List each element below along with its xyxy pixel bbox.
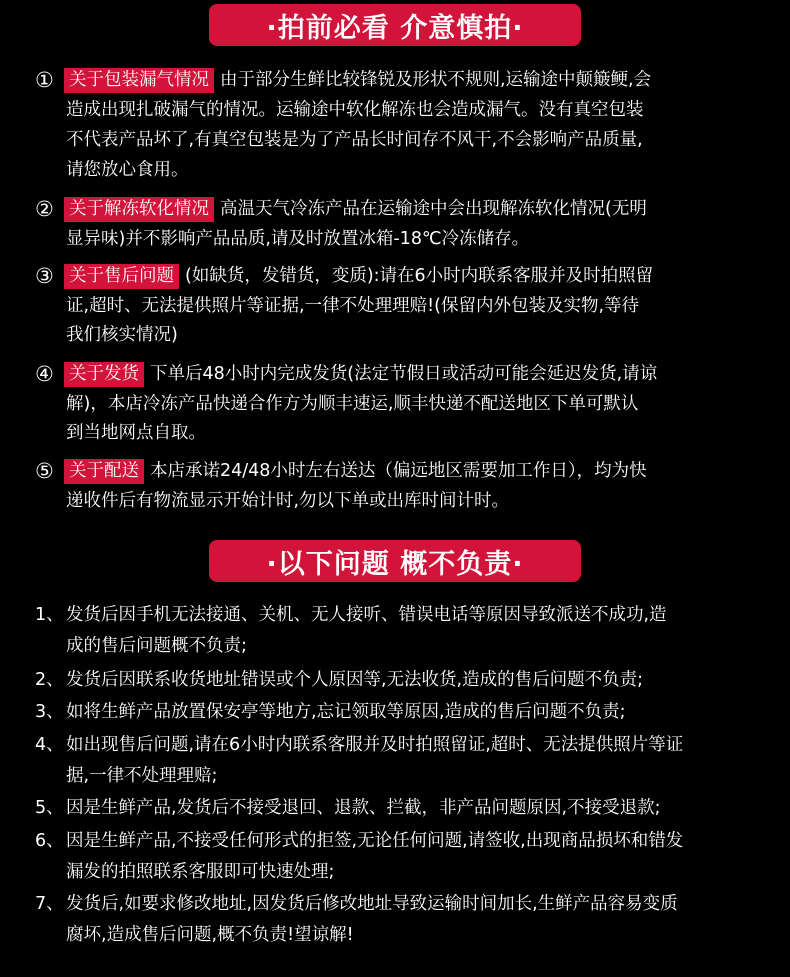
- notice-banner: ·拍前必看 介意慎拍·: [209, 4, 581, 46]
- notice-tag: 关于发货: [64, 362, 144, 387]
- notice-text: 由于部分生鲜比较锋锐及形状不规则,运输途中颠簸鲠,会: [220, 70, 652, 90]
- rule-text: 据,一律不处理理赔;: [66, 766, 218, 786]
- rule-text: 因是生鲜产品,不接受任何形式的拒签,无论任何问题,请签收,出现商品损坏和错发: [66, 831, 684, 851]
- rule-text: 发货后,如要求修改地址,因发货后修改地址导致运输时间加长,生鲜产品容易变质: [66, 894, 678, 914]
- rule-text: 发货后因联系收货地址错误或个人原因等,无法收货,造成的售后问题不负责;: [66, 670, 644, 690]
- rule-text: 成的售后问题概不负责;: [66, 636, 247, 656]
- rule-number: 7、: [35, 894, 64, 914]
- notice-text: 递收件后有物流显示开始计时,勿以下单或出库时间计时。: [66, 491, 510, 511]
- notice-text: 显异味)并不影响产品品质,请及时放置冰箱-18℃冷冻储存。: [66, 229, 530, 249]
- notice-tag: 关于包装漏气情况: [64, 68, 214, 93]
- rule-text: 发货后因手机无法接通、关机、无人接听、错误电话等原因导致派送不成功,造: [66, 605, 667, 625]
- rule-number: 4、: [35, 735, 64, 755]
- rule-number: 2、: [35, 670, 64, 690]
- notice-text: 不代表产品坏了,有真空包装是为了产品长时间存不风干,不会影响产品质量,: [66, 130, 643, 150]
- notice-text: 造成出现扎破漏气的情况。运输途中软化解冻也会造成漏气。没有真空包装: [66, 100, 644, 120]
- notice-text: 本店承诺24/48小时左右送达（偏远地区需要加工作日），均为快: [150, 461, 647, 481]
- rule-number: 6、: [35, 831, 64, 851]
- notice-number: ③: [35, 264, 54, 288]
- notice-number: ②: [35, 197, 54, 221]
- notice-number: ④: [35, 362, 54, 386]
- rule-text: 如将生鲜产品放置保安亭等地方,忘记领取等原因,造成的售后问题不负责;: [66, 702, 626, 722]
- notice-number: ⑤: [35, 459, 54, 483]
- disclaimer-banner: ·以下问题 概不负责·: [209, 540, 581, 582]
- notice-tag: 关于售后问题: [64, 264, 179, 289]
- notice-text: 高温天气冷冻产品在运输途中会出现解冻软化情况(无明: [220, 199, 647, 219]
- notice-number: ①: [35, 68, 54, 92]
- rule-text: 如出现售后问题,请在6小时内联系客服并及时拍照留证,超时、无法提供照片等证: [66, 735, 684, 755]
- notice-tag: 关于解冻软化情况: [64, 197, 214, 222]
- notice-text: 我们核实情况): [66, 325, 178, 345]
- notice-text: 到当地网点自取。: [66, 423, 206, 443]
- rule-number: 3、: [35, 702, 64, 722]
- notice-tag: 关于配送: [64, 459, 144, 484]
- rule-text: 漏发的拍照联系客服即可快速处理;: [66, 862, 335, 882]
- notice-text: 请您放心食用。: [66, 160, 189, 180]
- rule-text: 腐坏,造成售后问题,概不负责!望谅解!: [66, 925, 354, 945]
- rule-number: 5、: [35, 798, 64, 818]
- notice-text: 下单后48小时内完成发货(法定节假日或活动可能会延迟发货,请谅: [150, 364, 658, 384]
- rule-text: 因是生鲜产品,发货后不接受退回、退款、拦截，非产品问题原因,不接受退款;: [66, 798, 661, 818]
- notice-text: 解)，本店冷冻产品快递合作方为顺丰速运,顺丰快递不配送地区下单可默认: [66, 394, 639, 414]
- notice-text: 证,超时、无法提供照片等证据,一律不处理理赔!(保留内外包装及实物,等待: [66, 296, 640, 316]
- rule-number: 1、: [35, 605, 64, 625]
- notice-text: (如缺货，发错货，变质):请在6小时内联系客服并及时拍照留: [185, 266, 654, 286]
